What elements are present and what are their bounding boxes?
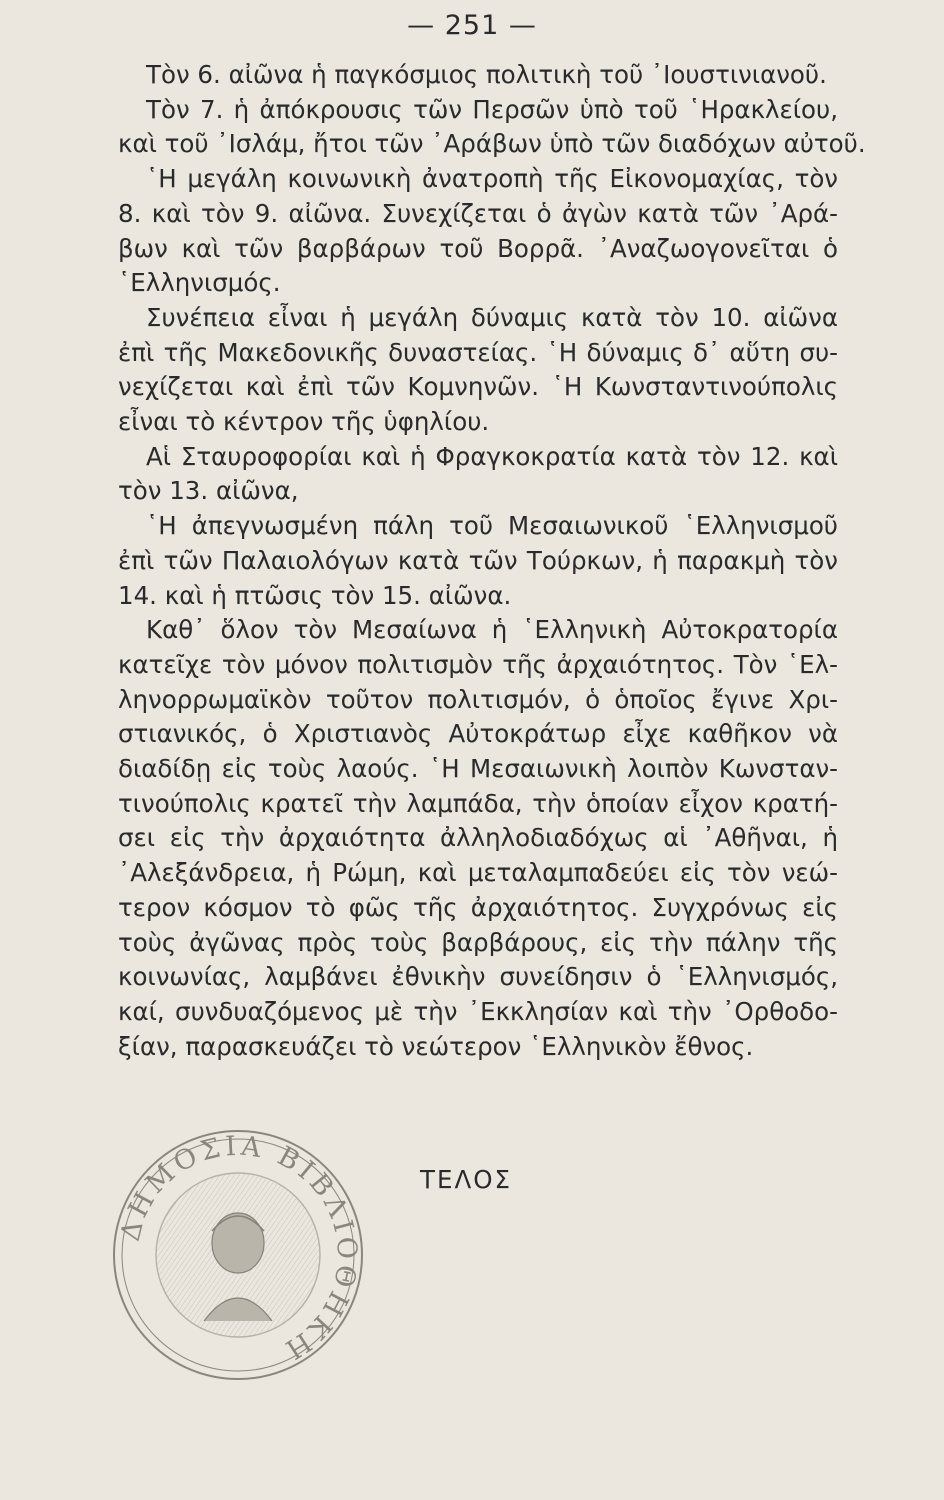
text-line: ληνορρωμαϊκὸν τοῦτον πολιτισμόν, ὁ ὁποῖος ἔγινε Χρι- bbox=[118, 684, 838, 714]
text-line: στιανικός, ὁ Χριστιανὸς Αὐτοκράτωρ εἶχε καθῆκον νὰ bbox=[118, 719, 838, 749]
body-text bbox=[118, 58, 866, 1064]
text-line: εἶναι τὸ κέντρον τῆς ὑφηλίου. bbox=[118, 407, 490, 437]
text-line: καί, συνδυαζόμενος μὲ τὴν ᾿Εκκλησίαν καὶ τὴν ᾿Ορθοδο- bbox=[118, 996, 838, 1026]
text-line: ξίαν, παρασκευάζει τὸ νεώτερον ῾Ελληνικὸν ἔθνος. bbox=[118, 1031, 754, 1061]
svg-text:ΔΗΜΟΣΙΑ ΒΙΒΛΙΟΘΗΚΗ: ΔΗΜΟΣΙΑ ΒΙΒΛΙΟΘΗΚΗ bbox=[114, 1130, 363, 1367]
text-line: βων καὶ τῶν βαρβάρων τοῦ Βορρᾶ. ᾿Αναζωογονεῖται ὁ bbox=[118, 233, 838, 263]
end-mark: ΤΕΛΟΣ bbox=[420, 1165, 512, 1194]
text-line: τερον κόσμον τὸ φῶς τῆς ἀρχαιότητος. Συγχρόνως εἰς bbox=[118, 892, 838, 922]
text-line: Συνέπεια εἶναι ἡ μεγάλη δύναμις κατὰ τὸν 10. αἰῶνα bbox=[146, 302, 838, 332]
text-line: διαδίδῃ εἰς τοὺς λαούς. ῾Η Μεσαιωνικὴ λοιπὸν Κωνσταν- bbox=[118, 754, 838, 784]
text-line: τοὺς ἀγῶνας πρὸς τοὺς βαρβάρους, εἰς τὴν πάλην τῆς bbox=[118, 927, 838, 957]
text-line: ἐπὶ τῆς Μακεδονικῆς δυναστείας. ῾Η δύναμις δ᾿ αὕτη συ- bbox=[118, 337, 838, 367]
text-line: τινούπολις κρατεῖ τὴν λαμπάδα, τὴν ὁποίαν εἶχον κρατή- bbox=[118, 788, 838, 818]
text-line: τὸν 13. αἰῶνα, bbox=[118, 476, 299, 506]
text-line: 14. καὶ ἡ πτῶσις τὸν 15. αἰῶνα. bbox=[118, 580, 512, 610]
text-line: κοινωνίας, λαμβάνει ἐθνικὴν συνείδησιν ὁ ῾Ελληνισμός, bbox=[118, 962, 838, 992]
page-number: — 251 — bbox=[407, 10, 537, 41]
text-line: Αἱ Σταυροφορίαι καὶ ἡ Φραγκοκρατία κατὰ τὸν 12. καὶ bbox=[146, 441, 838, 471]
text-line: ῾Η ἀπεγνωσμένη πάλη τοῦ Μεσαιωνικοῦ ῾Ελληνισμοῦ bbox=[146, 511, 838, 541]
text-line: Τὸν 7. ἡ ἀπόκρουσις τῶν Περσῶν ὑπὸ τοῦ ῾Ηρακλείου, bbox=[146, 94, 838, 124]
text-line: κατεῖχε τὸν μόνον πολιτισμὸν τῆς ἀρχαιότητος. Τὸν ῾Ελ- bbox=[118, 649, 838, 679]
library-stamp bbox=[108, 1125, 368, 1385]
text-line: νεχίζεται καὶ ἐπὶ τῶν Κομνηνῶν. ῾Η Κωνσταντινούπολις bbox=[118, 372, 838, 402]
text-line: ᾿Αλεξάνδρεια, ἡ Ρώμη, καὶ μεταλαμπαδεύει εἰς τὸν νεώ- bbox=[118, 858, 838, 888]
text-line: καὶ τοῦ ᾿Ισλάμ, ἤτοι τῶν ᾿Αράβων ὑπὸ τῶν διαδόχων αὐτοῦ. bbox=[118, 129, 866, 159]
text-line: σει εἰς τὴν ἀρχαιότητα ἀλληλοδιαδόχως αἱ ᾿Αθῆναι, ἡ bbox=[118, 823, 838, 853]
text-line: ἐπὶ τῶν Παλαιολόγων κατὰ τῶν Τούρκων, ἡ παρακμὴ τὸν bbox=[118, 545, 838, 575]
text-line: 8. καὶ τὸν 9. αἰῶνα. Συνεχίζεται ὁ ἀγὼν κατὰ τῶν ᾿Αρά- bbox=[118, 198, 838, 228]
text-line: ῾Ελληνισμός. bbox=[118, 268, 281, 298]
text-line: Τὸν 6. αἰῶνα ἡ παγκόσμιος πολιτικὴ τοῦ ᾿Ιουστινιανοῦ. bbox=[146, 60, 827, 89]
text-line: Καθ᾿ ὅλον τὸν Μεσαίωνα ἡ ῾Ελληνικὴ Αὐτοκρατορία bbox=[146, 615, 838, 645]
text-line: ῾Η μεγάλη κοινωνικὴ ἀνατροπὴ τῆς Εἰκονομαχίας, τὸν bbox=[146, 164, 838, 194]
